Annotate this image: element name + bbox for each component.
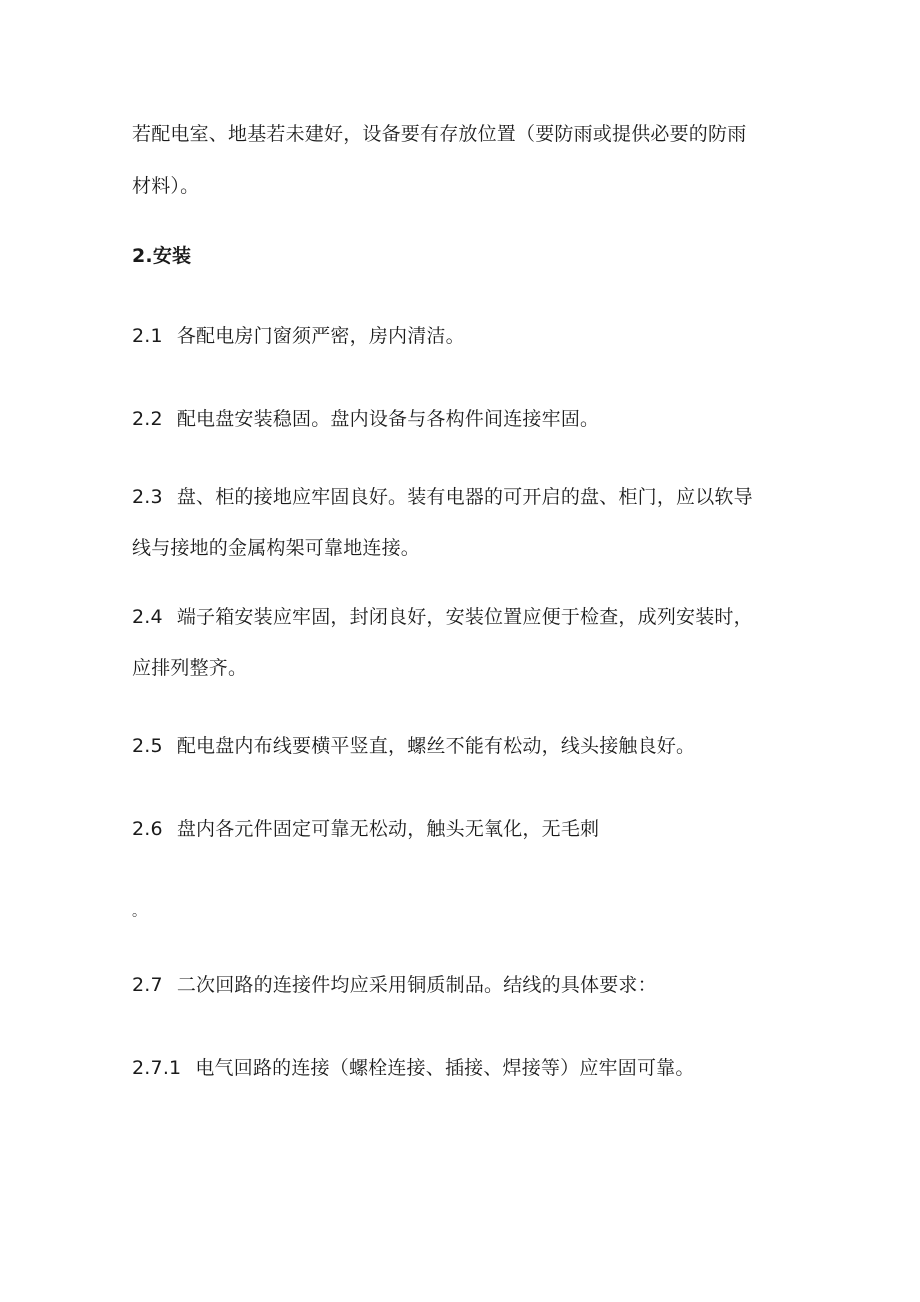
list-item — [132, 603, 753, 631]
item-number: 2.6 — [132, 818, 163, 840]
item-continuation: 。 — [132, 904, 147, 920]
item-number: 2.7 — [132, 974, 163, 996]
list-item — [132, 815, 599, 843]
list-item — [132, 322, 465, 350]
item-text: 端子箱安装应牢固，封闭良好，安装位置应便于检查，成列安装时， — [176, 606, 753, 628]
item-number: 2.5 — [132, 735, 163, 757]
list-item — [132, 483, 753, 511]
item-text: 配电盘安装稳固。盘内设备与各构件间连接牢固。 — [176, 408, 600, 430]
item-number: 2.1 — [132, 325, 163, 347]
intro-line-2: 材料）。 — [132, 175, 200, 197]
item-text: 盘内各元件固定可靠无松动，触头无氧化，无毛刺 — [176, 818, 600, 840]
item-text: 盘、柜的接地应牢固良好。装有电器的可开启的盘、柜门，应以软导 — [176, 486, 753, 508]
item-continuation: 线与接地的金属构架可靠地连接。 — [132, 537, 421, 559]
list-item — [132, 1054, 695, 1082]
list-item — [132, 971, 657, 999]
item-number: 2.7.1 — [132, 1057, 182, 1079]
item-number: 2.3 — [132, 486, 163, 508]
item-text: 二次回路的连接件均应采用铜质制品。结线的具体要求： — [176, 974, 657, 996]
item-text: 各配电房门窗须严密，房内清洁。 — [176, 325, 465, 347]
section-heading: 2.安装 — [132, 245, 192, 267]
item-number: 2.2 — [132, 408, 163, 430]
intro-line-1: 若配电室、地基若未建好，设备要有存放位置（要防雨或提供必要的防雨 — [132, 123, 747, 145]
item-text: 电气回路的连接（螺栓连接、插接、焊接等）应牢固可靠。 — [195, 1057, 695, 1079]
item-number: 2.4 — [132, 606, 163, 628]
item-text: 配电盘内布线要横平竖直，螺丝不能有松动，线头接触良好。 — [176, 735, 696, 757]
list-item — [132, 405, 599, 433]
list-item — [132, 732, 695, 760]
item-continuation: 应排列整齐。 — [132, 657, 248, 679]
